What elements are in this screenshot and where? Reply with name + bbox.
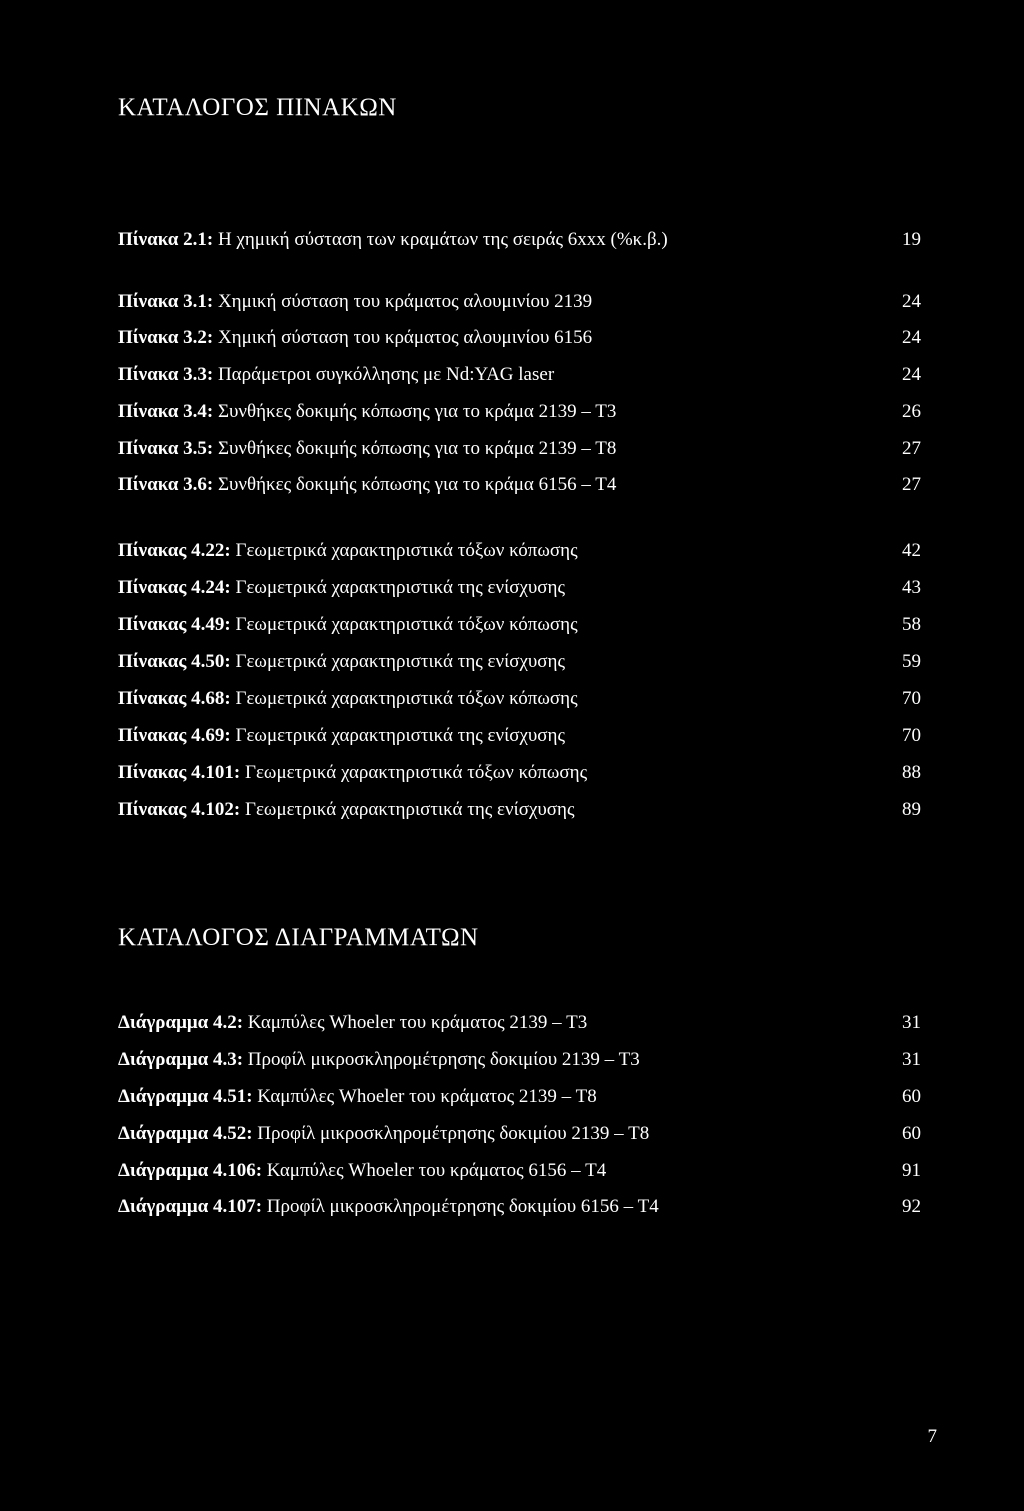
diagrams-list-heading: ΚΑΤΑΛΟΓΟΣ ΔΙΑΓΡΑΜΜΑΤΩΝ bbox=[118, 924, 479, 951]
entry-title: Συνθήκες δοκιμής κόπωσης για το κράμα 2139 – Τ3 bbox=[217, 401, 617, 422]
entry-page: 24 bbox=[902, 364, 921, 385]
entry-label: Πίνακας 4.69: bbox=[118, 725, 231, 746]
diagram-entry bbox=[118, 1010, 921, 1036]
entry-page: 31 bbox=[902, 1049, 921, 1070]
entry-label: Διάγραμμα 4.3: bbox=[118, 1049, 244, 1070]
entry-label: Πίνακα 3.5: bbox=[118, 438, 214, 459]
entry-title: Η χημική σύσταση των κραμάτων της σειράς 6xxx (%κ.β.) bbox=[217, 229, 668, 250]
entry-page: 43 bbox=[902, 577, 921, 598]
entry-title: Γεωμετρικά χαρακτηριστικά της ενίσχυσης bbox=[235, 577, 565, 598]
entry-page: 31 bbox=[902, 1012, 921, 1033]
entry-label: Πίνακα 3.1: bbox=[118, 291, 214, 312]
entry-label: Πίνακας 4.102: bbox=[118, 799, 241, 820]
entry-title: Γεωμετρικά χαρακτηριστικά τόξων κόπωσης bbox=[244, 762, 588, 783]
table-entry bbox=[118, 325, 921, 351]
diagram-entry bbox=[118, 1194, 921, 1220]
entry-page: 58 bbox=[902, 614, 921, 635]
entry-page: 42 bbox=[902, 540, 921, 561]
entry-title: Γεωμετρικά χαρακτηριστικά τόξων κόπωσης bbox=[235, 614, 578, 635]
entry-page: 60 bbox=[902, 1123, 921, 1144]
entry-label: Διάγραμμα 4.107: bbox=[118, 1196, 263, 1217]
diagram-entry bbox=[118, 1084, 921, 1110]
entry-page: 91 bbox=[902, 1160, 921, 1181]
entry-title: Γεωμετρικά χαρακτηριστικά της ενίσχυσης bbox=[235, 725, 565, 746]
entry-title: Καμπύλες Whoeler του κράματος 6156 – Τ4 bbox=[266, 1160, 607, 1181]
entry-title: Καμπύλες Whoeler του κράματος 2139 – Τ3 bbox=[247, 1012, 588, 1033]
entry-page: 27 bbox=[902, 438, 921, 459]
entry-title: Χημική σύσταση του κράματος αλουμινίου 6156 bbox=[217, 327, 593, 348]
entry-label: Πίνακα 2.1: bbox=[118, 229, 214, 250]
tables-list-heading: ΚΑΤΑΛΟΓΟΣ ΠΙΝΑΚΩΝ bbox=[118, 94, 397, 121]
table-entry bbox=[118, 649, 921, 675]
entry-label: Διάγραμμα 4.51: bbox=[118, 1086, 253, 1107]
diagram-entry bbox=[118, 1047, 921, 1073]
entry-label: Διάγραμμα 4.2: bbox=[118, 1012, 244, 1033]
entry-title: Προφίλ μικροσκληρομέτρησης δοκιμίου 6156 – Τ4 bbox=[266, 1196, 659, 1217]
entry-title: Χημική σύσταση του κράματος αλουμινίου 2139 bbox=[217, 291, 593, 312]
entry-label: Πίνακα 3.6: bbox=[118, 474, 214, 495]
entry-title: Γεωμετρικά χαρακτηριστικά της ενίσχυσης bbox=[244, 799, 575, 820]
entry-label: Πίνακας 4.50: bbox=[118, 651, 231, 672]
entry-label: Πίνακας 4.24: bbox=[118, 577, 231, 598]
entry-label: Πίνακα 3.3: bbox=[118, 364, 214, 385]
entry-label: Πίνακας 4.22: bbox=[118, 540, 231, 561]
table-entry bbox=[118, 362, 921, 388]
entry-page: 70 bbox=[902, 725, 921, 746]
diagram-entry bbox=[118, 1158, 921, 1184]
entry-label: Διάγραμμα 4.52: bbox=[118, 1123, 253, 1144]
entry-title: Καμπύλες Whoeler του κράματος 2139 – Τ8 bbox=[257, 1086, 597, 1107]
table-entry bbox=[118, 538, 921, 564]
entry-page: 24 bbox=[902, 291, 921, 312]
entry-page: 24 bbox=[902, 327, 921, 348]
entry-label: Πίνακας 4.68: bbox=[118, 688, 231, 709]
entry-page: 19 bbox=[902, 229, 921, 250]
entry-title: Προφίλ μικροσκληρομέτρησης δοκιμίου 2139 – Τ8 bbox=[257, 1123, 650, 1144]
table-entry bbox=[118, 227, 921, 253]
entry-title: Γεωμετρικά χαρακτηριστικά της ενίσχυσης bbox=[235, 651, 565, 672]
entry-title: Γεωμετρικά χαρακτηριστικά τόξων κόπωσης bbox=[235, 540, 578, 561]
entry-page: 92 bbox=[902, 1196, 921, 1217]
page-number: 7 bbox=[927, 1426, 937, 1447]
table-entry bbox=[118, 289, 921, 315]
entry-title: Παράμετροι συγκόλλησης με Nd:YAG laser bbox=[217, 364, 555, 385]
entry-title: Προφίλ μικροσκληρομέτρησης δοκιμίου 2139 – Τ3 bbox=[247, 1049, 640, 1070]
table-entry bbox=[118, 686, 921, 712]
entry-label: Διάγραμμα 4.106: bbox=[118, 1160, 263, 1181]
entry-title: Συνθήκες δοκιμής κόπωσης για το κράμα 6156 – Τ4 bbox=[217, 474, 617, 495]
table-entry bbox=[118, 399, 921, 425]
entry-title: Γεωμετρικά χαρακτηριστικά τόξων κόπωσης bbox=[235, 688, 578, 709]
entry-label: Πίνακα 3.4: bbox=[118, 401, 214, 422]
entry-title: Συνθήκες δοκιμής κόπωσης για το κράμα 2139 – Τ8 bbox=[217, 438, 617, 459]
diagram-entry bbox=[118, 1121, 921, 1147]
entry-label: Πίνακας 4.101: bbox=[118, 762, 241, 783]
entry-page: 27 bbox=[902, 474, 921, 495]
table-entry bbox=[118, 472, 921, 498]
table-entry bbox=[118, 760, 921, 786]
table-entry bbox=[118, 436, 921, 462]
entry-page: 70 bbox=[902, 688, 921, 709]
entry-label: Πίνακα 3.2: bbox=[118, 327, 214, 348]
entry-page: 88 bbox=[902, 762, 921, 783]
entry-label: Πίνακας 4.49: bbox=[118, 614, 231, 635]
entry-page: 26 bbox=[902, 401, 921, 422]
entry-page: 59 bbox=[902, 651, 921, 672]
entry-page: 89 bbox=[902, 799, 921, 820]
entry-page: 60 bbox=[902, 1086, 921, 1107]
table-entry bbox=[118, 575, 921, 601]
table-entry bbox=[118, 723, 921, 749]
table-entry bbox=[118, 797, 921, 823]
table-entry bbox=[118, 612, 921, 638]
